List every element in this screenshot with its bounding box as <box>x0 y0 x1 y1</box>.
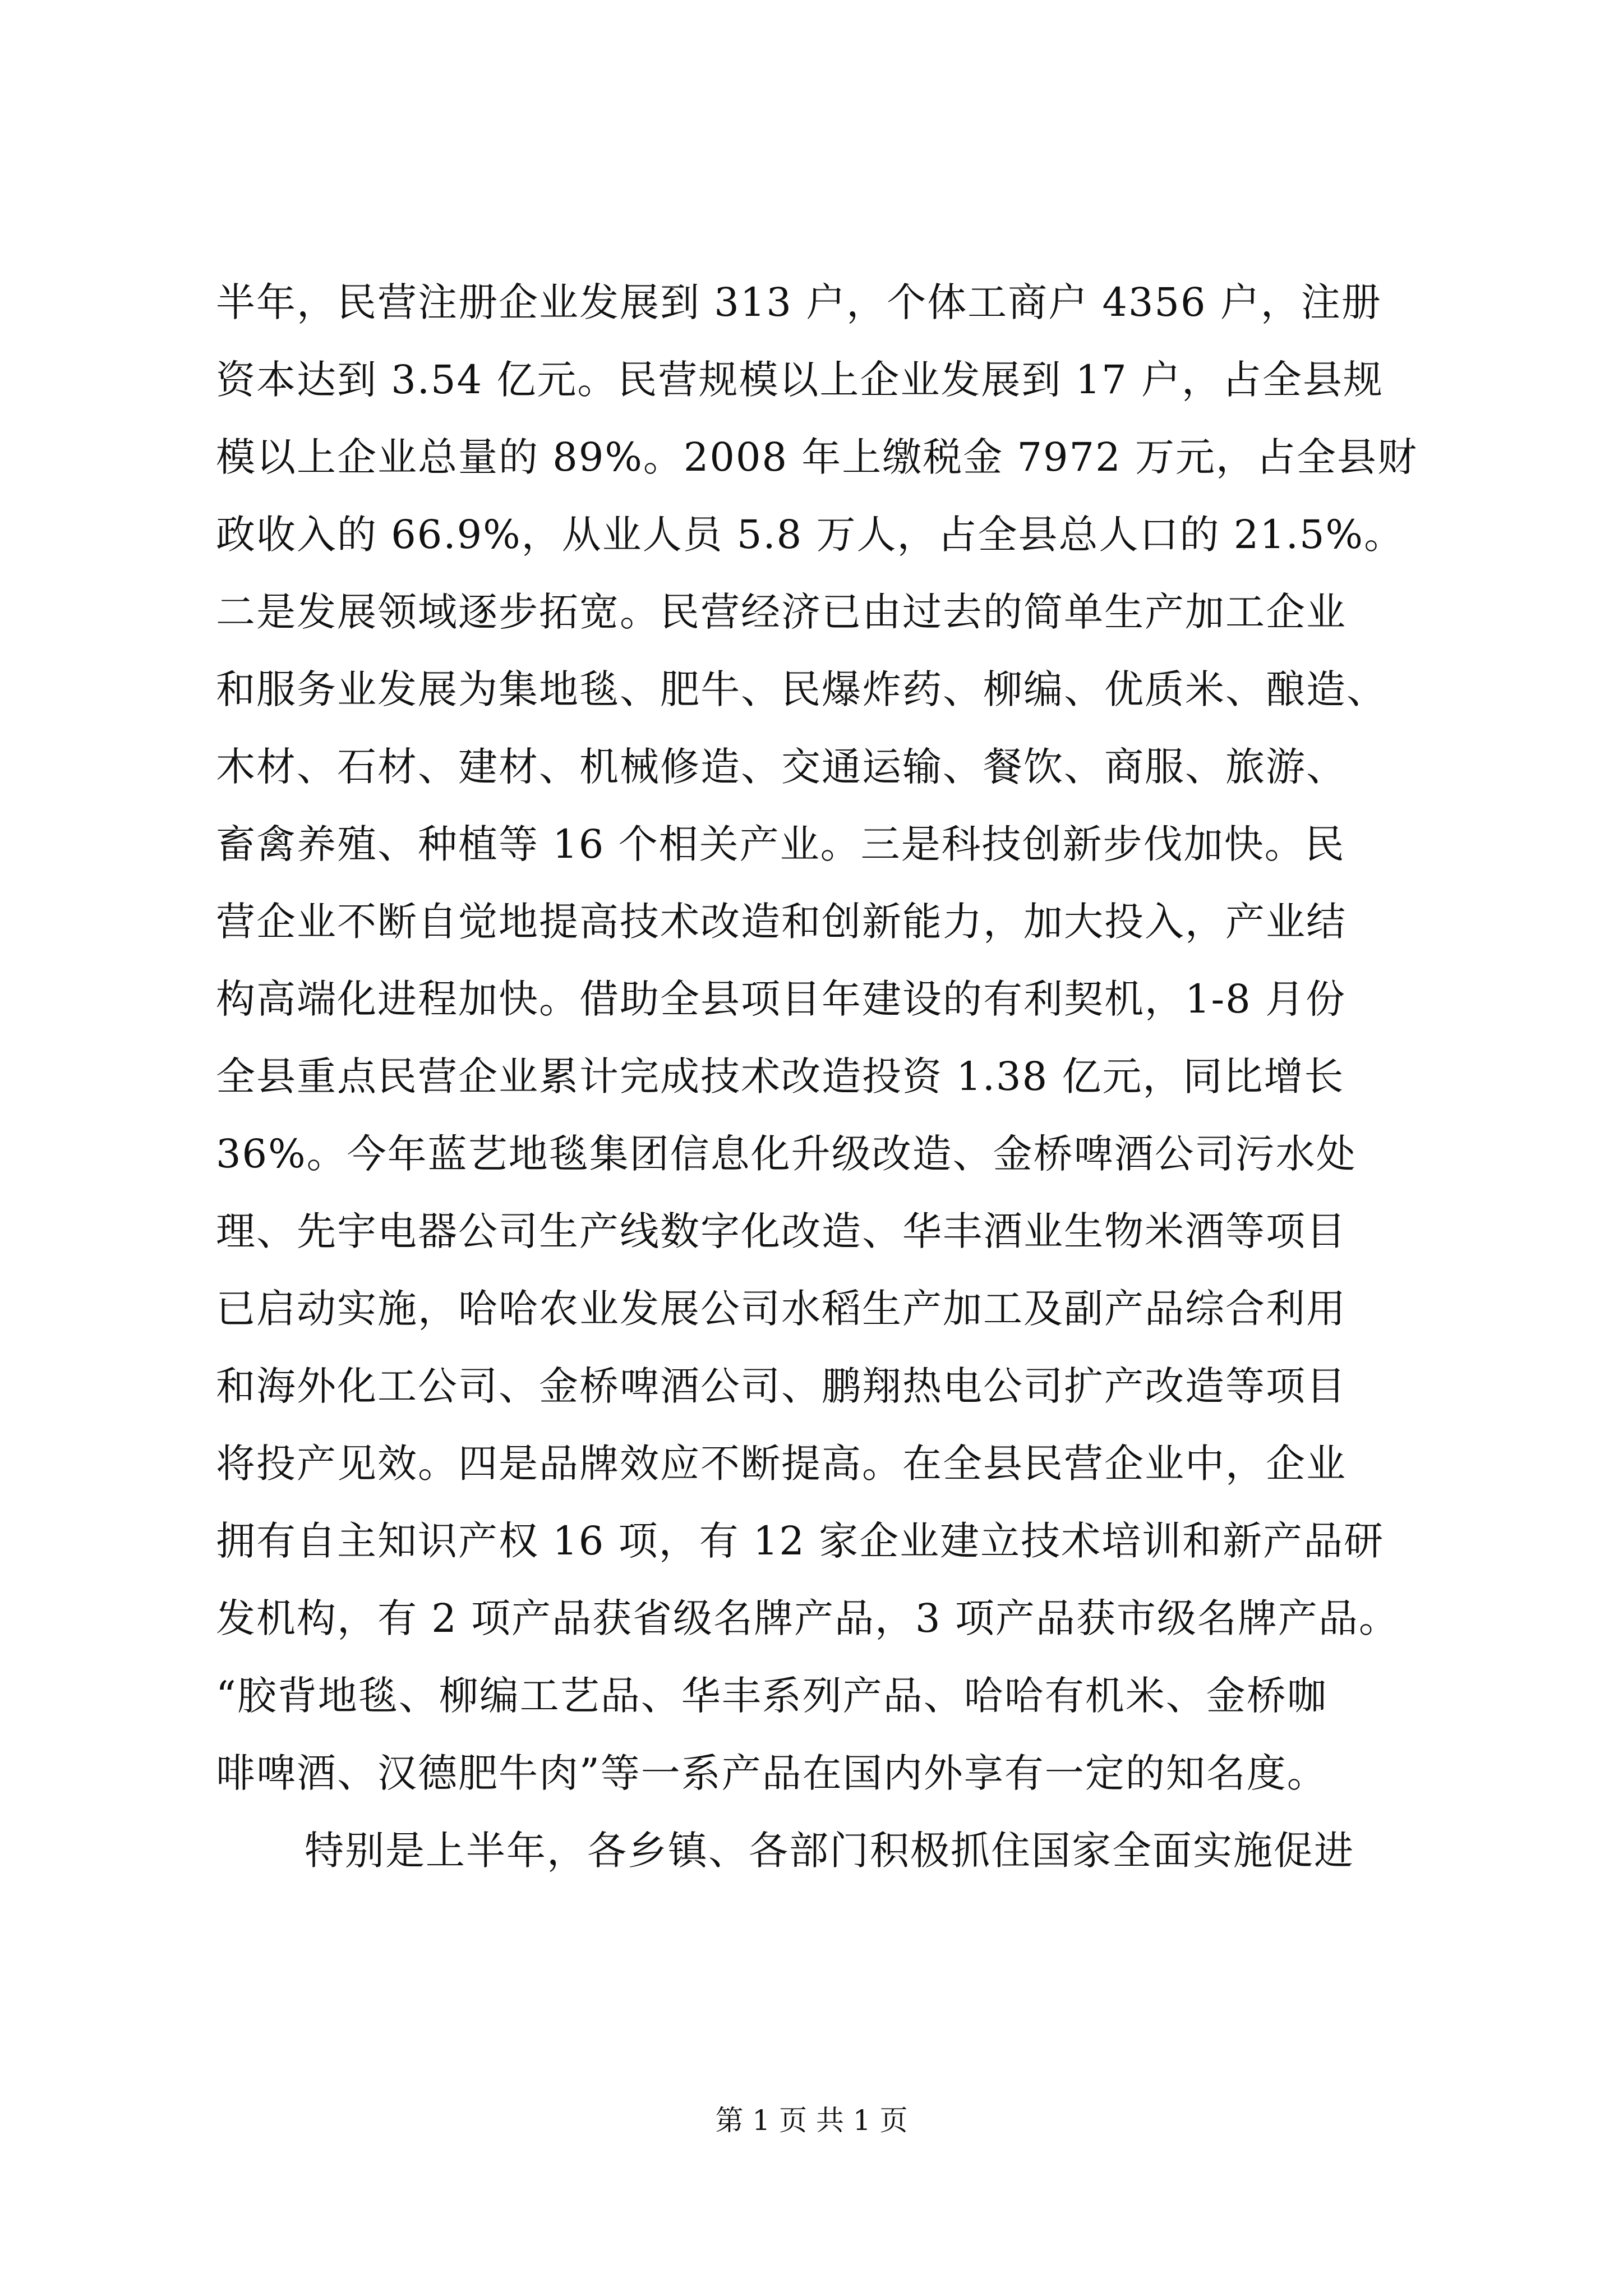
text-line: 将投产见效。四是品牌效应不断提高。在全县民营企业中，企业 <box>216 1441 1347 1487</box>
text-line: 拥有自主知识产权 16 项，有 12 家企业建立技术培训和新产品研 <box>216 1518 1385 1564</box>
text-line: 政收入的 66.9%，从业人员 5.8 万人，占全县总人口的 21.5%。 <box>216 512 1405 558</box>
text-line: 发机构，有 2 项产品获省级名牌产品，3 项产品获市级名牌产品。 <box>216 1595 1399 1641</box>
text-line: 畜禽养殖、种植等 16 个相关产业。三是科技创新步伐加快。民 <box>216 821 1345 867</box>
text-line: 模以上企业总量的 89%。2008 年上缴税金 7972 万元，占全县财 <box>216 434 1418 480</box>
text-line: 36%。今年蓝艺地毯集团信息化升级改造、金桥啤酒公司污水处 <box>216 1131 1357 1177</box>
text-line: 已启动实施，哈哈农业发展公司水稻生产加工及副产品综合利用 <box>216 1286 1347 1332</box>
document-body <box>216 264 1416 1889</box>
text-line: 资本达到 3.54 亿元。民营规模以上企业发展到 17 户，占全县规 <box>216 357 1384 403</box>
paragraph-start-line: 特别是上半年，各乡镇、各部门积极抓住国家全面实施促进 <box>305 1828 1354 1874</box>
text-line: 二是发展领域逐步拓宽。民营经济已由过去的简单生产加工企业 <box>216 589 1347 635</box>
text-line: 半年，民营注册企业发展到 313 户，个体工商户 4356 户，注册 <box>216 279 1382 325</box>
text-line: 和海外化工公司、金桥啤酒公司、鹏翔热电公司扩产改造等项目 <box>216 1363 1347 1409</box>
text-line: 营企业不断自觉地提高技术改造和创新能力，加大投入，产业结 <box>216 899 1347 945</box>
text-line: 理、先宇电器公司生产线数字化改造、华丰酒业生物米酒等项目 <box>216 1208 1347 1254</box>
text-line: 木材、石材、建材、机械修造、交通运输、餐饮、商服、旅游、 <box>216 744 1347 790</box>
text-line: 啡啤酒、汉德肥牛肉”等一系产品在国内外享有一定的知名度。 <box>216 1750 1327 1796</box>
page-number-footer: 第 1 页 共 1 页 <box>715 2104 908 2137</box>
text-line: 全县重点民营企业累计完成技术改造投资 1.38 亿元，同比增长 <box>216 1053 1345 1099</box>
text-line: 和服务业发展为集地毯、肥牛、民爆炸药、柳编、优质米、酿造、 <box>216 666 1387 712</box>
text-line: “胶背地毯、柳编工艺品、华丰系列产品、哈哈有机米、金桥咖 <box>216 1673 1327 1719</box>
text-line: 构高端化进程加快。借助全县项目年建设的有利契机，1-8 月份 <box>216 976 1346 1022</box>
